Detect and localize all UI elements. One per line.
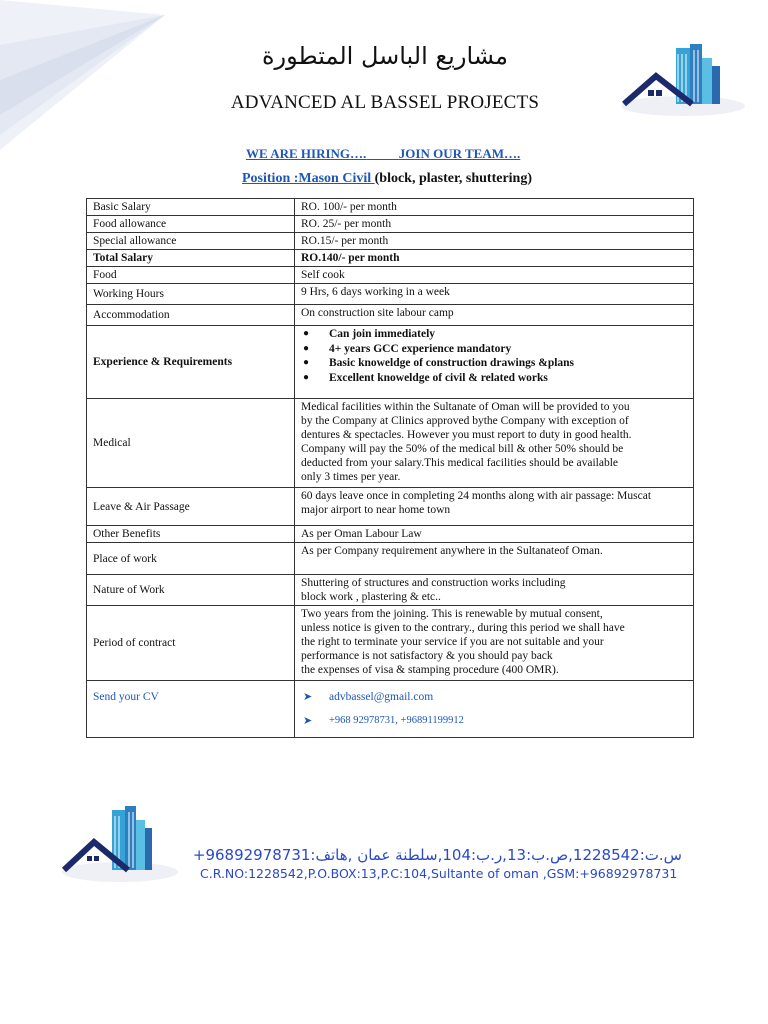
table-row [87,284,694,305]
text-line: by the Company at Clinics approved bythe Company with exception of [301,415,629,427]
row-value: RO. 100/- per month [295,199,694,216]
row-value [295,575,694,606]
row-value: RO.15/- per month [295,233,694,250]
row-label: Food allowance [87,216,295,233]
table-row [87,233,694,250]
text-line: Two years from the joining. This is renewable by mutual consent, [301,608,603,620]
row-value [295,606,694,681]
email-line [301,690,687,704]
arrow-bullet-icon: ➤ [303,691,313,703]
row-value: As per Company requirement anywhere in the Sultanateof Oman. [295,543,694,575]
table-row [87,199,694,216]
row-value: As per Oman Labour Law [295,526,694,543]
row-label: Leave & Air Passage [87,488,295,526]
company-name-arabic: مشاريع الباسل المتطورة [261,42,509,70]
list-item: ● Excellent knoweldge of civil & related works [301,371,687,386]
hiring-text: WE ARE HIRING…. [246,146,367,161]
row-label: Other Benefits [87,526,295,543]
row-value [295,488,694,526]
company-name-english: ADVANCED AL BASSEL PROJECTS [230,92,540,113]
footer-english-address: C.R.NO:1228542,P.O.BOX:13,P.C:104,Sultante of oman ,GSM:+96892978731 [200,866,678,881]
text-line: only 3 times per year. [301,471,401,483]
position-detail: (block, plaster, shuttering) [374,171,533,186]
row-label: Total Salary [87,250,295,267]
row-label: Nature of Work [87,575,295,606]
row-value: On construction site labour camp [295,305,694,326]
building-logo-icon [618,40,748,120]
job-details-table [86,198,694,738]
row-label: Food [87,267,295,284]
text-line: performance is not satisfactory & you should pay back [301,650,553,662]
row-label: Working Hours [87,284,295,305]
text-line: 60 days leave once in completing 24 months along with air passage: Muscat [301,490,652,502]
email-link[interactable]: advbassel@gmail.com [329,691,434,703]
text-line: the expenses of visa & stamping procedure (400 OMR). [301,664,559,676]
table-row [87,543,694,575]
phone-numbers: +968 92978731, +96891199912 [329,715,464,726]
text-line: Company will pay the 50% of the medical bill & other 50% should be [301,443,624,455]
text-line: deducted from your salary.This medical facilities should be available [301,457,618,469]
text-line: block work , plastering & etc.. [301,591,441,603]
text-line: unless notice is given to the contrary., during this period we shall have [301,622,625,634]
table-row [87,575,694,606]
corner-stripes-decoration [0,0,175,160]
requirements-list [301,327,687,385]
table-row [87,305,694,326]
table-row [87,399,694,488]
table-row [87,326,694,399]
footer-arabic-address: س.ت:1228542,ص.ب:13,ر.ب:104,سلطنة عمان ,هاتف:96892978731+ [192,846,682,864]
row-value: RO.140/- per month [295,250,694,267]
table-row [87,606,694,681]
join-team-text: JOIN OUR TEAM…. [398,146,521,161]
row-value [295,681,694,738]
text-line: major airport to near home town [301,504,451,516]
list-item: ● Can join immediately [301,327,687,342]
row-value [295,326,694,399]
table-row [87,488,694,526]
row-label: Period of contract [87,606,295,681]
hiring-banner [246,146,520,162]
row-label: Place of work [87,543,295,575]
table-row [87,216,694,233]
row-value: 9 Hrs, 6 days working in a week [295,284,694,305]
text-line: the right to terminate your service if you are not suitable and your [301,636,604,648]
row-label: Experience & Requirements [87,326,295,399]
text-line: Shuttering of structures and construction works including [301,577,566,589]
row-label: Medical [87,399,295,488]
position-title [242,171,532,187]
row-value: Self cook [295,267,694,284]
row-label: Accommodation [87,305,295,326]
table-row [87,250,694,267]
list-item: ● Basic knoweldge of construction drawings &plans [301,356,687,371]
row-value: RO. 25/- per month [295,216,694,233]
row-value [295,399,694,488]
position-label: Position :Mason Civil [242,171,375,186]
list-item: ● 4+ years GCC experience mandatory [301,342,687,357]
table-row [87,681,694,738]
row-label: Special allowance [87,233,295,250]
table-row [87,526,694,543]
text-line: Medical facilities within the Sultanate of Oman will be provided to you [301,401,630,413]
table-row [87,267,694,284]
arrow-bullet-icon: ➤ [303,715,313,727]
row-label: Basic Salary [87,199,295,216]
send-cv-label: Send your CV [87,681,295,738]
building-logo-icon [60,800,180,885]
phone-line [301,714,687,728]
text-line: dentures & spectacles. However you must report to duty in good health. [301,429,632,441]
